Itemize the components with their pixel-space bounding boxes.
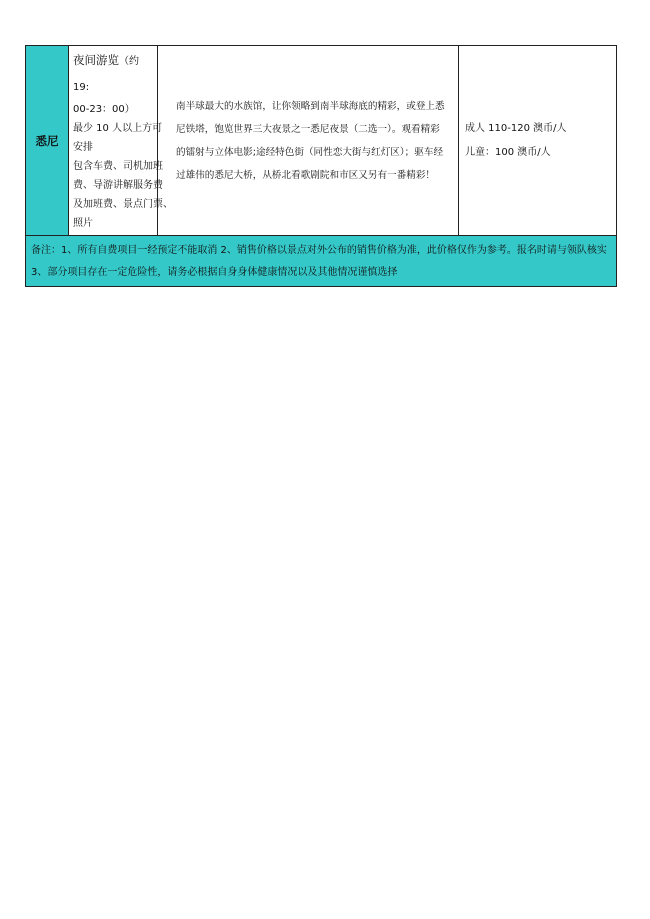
note-cell [26,236,617,287]
note-line: 备注：1、所有自费项目一经预定不能取消 2、销售价格以景点对外公布的销售价格为准，此价格仅作为参考。报名时请与领队核实 [31,245,607,256]
description-line: 过雄伟的悉尼大桥，从桥北看歌剧院和市区又另有一番精彩！ [176,169,436,181]
item-line: 照片 [73,218,93,229]
price-adult: 成人 110-120 澳币/人 [465,122,567,134]
note-line: 3、部分项目存在一定危险性，请务必根据自身身体健康情况以及其他情况谨慎选择 [31,267,398,278]
item-line: 费、导游讲解服务费 [73,180,163,191]
table-row [26,46,617,236]
item-title-text: 夜间游览 [73,53,119,67]
self-pay-items-table [25,45,617,287]
item-name-cell [69,46,173,236]
price-cell [459,46,617,236]
description-cell [158,46,459,236]
item-line: 及加班费、景点门票、 [73,199,173,210]
price-child: 儿童：100 澳币/人 [465,146,551,158]
item-line: 最少 10 人以上方可 [73,123,163,134]
description-line: 的镭射与立体电影;途经特色街（同性恋大街与红灯区）；驱车经 [176,146,444,158]
item-line: 00-23：00） [73,104,135,115]
item-line: 包含车费、司机加班 [73,161,163,172]
city-cell: 悉尼 [26,46,69,236]
note-row [26,236,617,287]
item-title [73,48,154,100]
item-time-start: （约 19: [73,56,139,93]
description-line: 南半球最大的水族馆，让你领略到南半球海底的精彩，或登上悉 [176,100,445,112]
description-line: 尼铁塔，饱览世界三大夜景之一悉尼夜景（二选一）。观看精彩 [176,123,440,135]
item-line: 安排 [73,142,93,153]
